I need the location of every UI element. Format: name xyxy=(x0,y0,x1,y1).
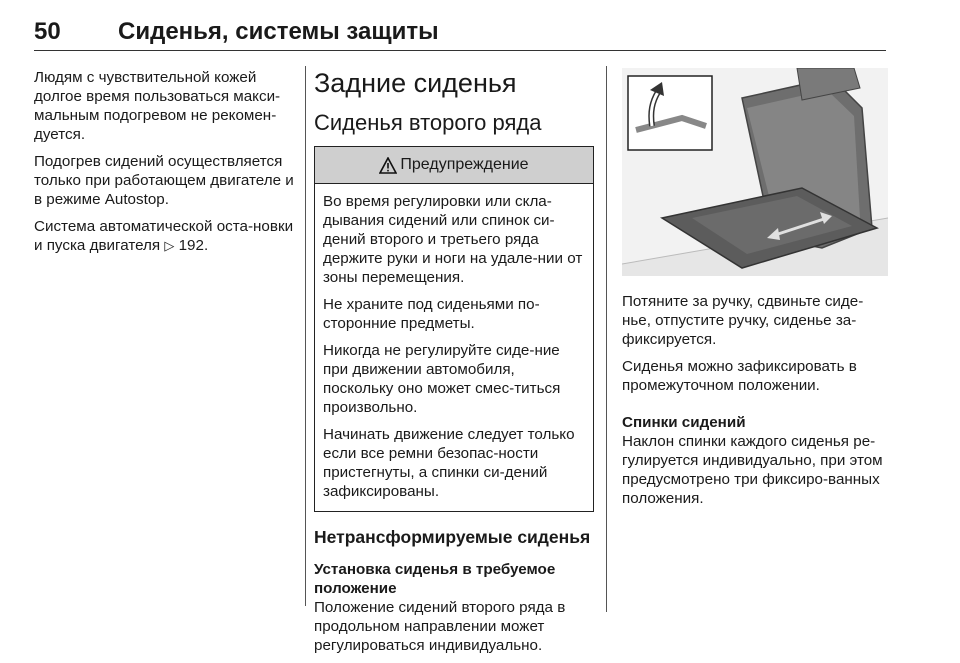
seat-illustration xyxy=(622,68,888,276)
paragraph-with-reference xyxy=(34,217,296,255)
column-divider-2 xyxy=(606,66,607,612)
warning-paragraph: Не храните под сиденьями по-сторонние предметы. xyxy=(323,296,540,332)
warning-paragraph: Начинать движение следует только если все ремни безопас-ности пристегнуты, а спинки си-дений зафиксированы. xyxy=(323,426,575,500)
page-number: 50 xyxy=(34,18,61,45)
warning-body xyxy=(315,184,593,511)
warning-title: Предупреждение xyxy=(400,156,529,173)
heading-rear-seats: Задние сиденья xyxy=(314,68,517,98)
section-title: Сиденья, системы защиты xyxy=(118,18,439,45)
heading-fixed-seats: Нетрансформируемые сиденья xyxy=(314,527,591,547)
paragraph: Потяните за ручку, сдвиньте сиде-нье, отпустите ручку, сиденье за-фиксируется. xyxy=(622,293,864,348)
paragraph-text: Система автоматической оста-новки и пуска двигателя xyxy=(34,218,294,254)
paragraph: Наклон спинки каждого сиденья ре-гулируется индивидуально, при этом предусмотрено три фиксиро-ванных положения. xyxy=(622,433,883,507)
subheading-seat-backs: Спинки сидений xyxy=(622,414,746,431)
column-1 xyxy=(34,68,296,263)
paragraph: Положение сидений второго ряда в продольном направлении может регулироваться индивидуально. xyxy=(314,599,566,654)
subheading-seat-position: Установка сиденья в требуемое положение xyxy=(314,561,556,597)
warning-paragraph: Во время регулировки или скла-дывания сидений или спинок си-дений второго и третьего ряда держите руки и ноги на удале-нии от зоны перемещения. xyxy=(323,193,583,286)
warning-paragraph: Никогда не регулируйте сиде-ние при движении автомобиля, поскольку оно может смес-титься произвольно. xyxy=(323,342,561,416)
paragraph: Подогрев сидений осуществляется только при работающем двигателе и в режиме Autostop. xyxy=(34,153,294,208)
page-reference-link[interactable]: 192. xyxy=(178,237,209,254)
paragraph: Сиденья можно зафиксировать в промежуточном положении. xyxy=(622,358,857,394)
warning-triangle-icon xyxy=(379,157,397,174)
column-2 xyxy=(314,68,594,663)
page-header xyxy=(34,10,886,54)
column-3 xyxy=(622,68,888,516)
seat-drawing xyxy=(622,68,888,276)
warning-header xyxy=(315,147,593,184)
header-rule xyxy=(34,50,886,51)
column-divider-1 xyxy=(305,66,306,606)
warning-box xyxy=(314,146,594,512)
subheading-second-row: Сиденья второго ряда xyxy=(314,110,542,135)
paragraph: Людям с чувствительной кожей долгое время пользоваться макси-мальным подогревом не рекомен-дуется. xyxy=(34,69,281,143)
triangle-right-icon: ▷ xyxy=(164,238,175,253)
